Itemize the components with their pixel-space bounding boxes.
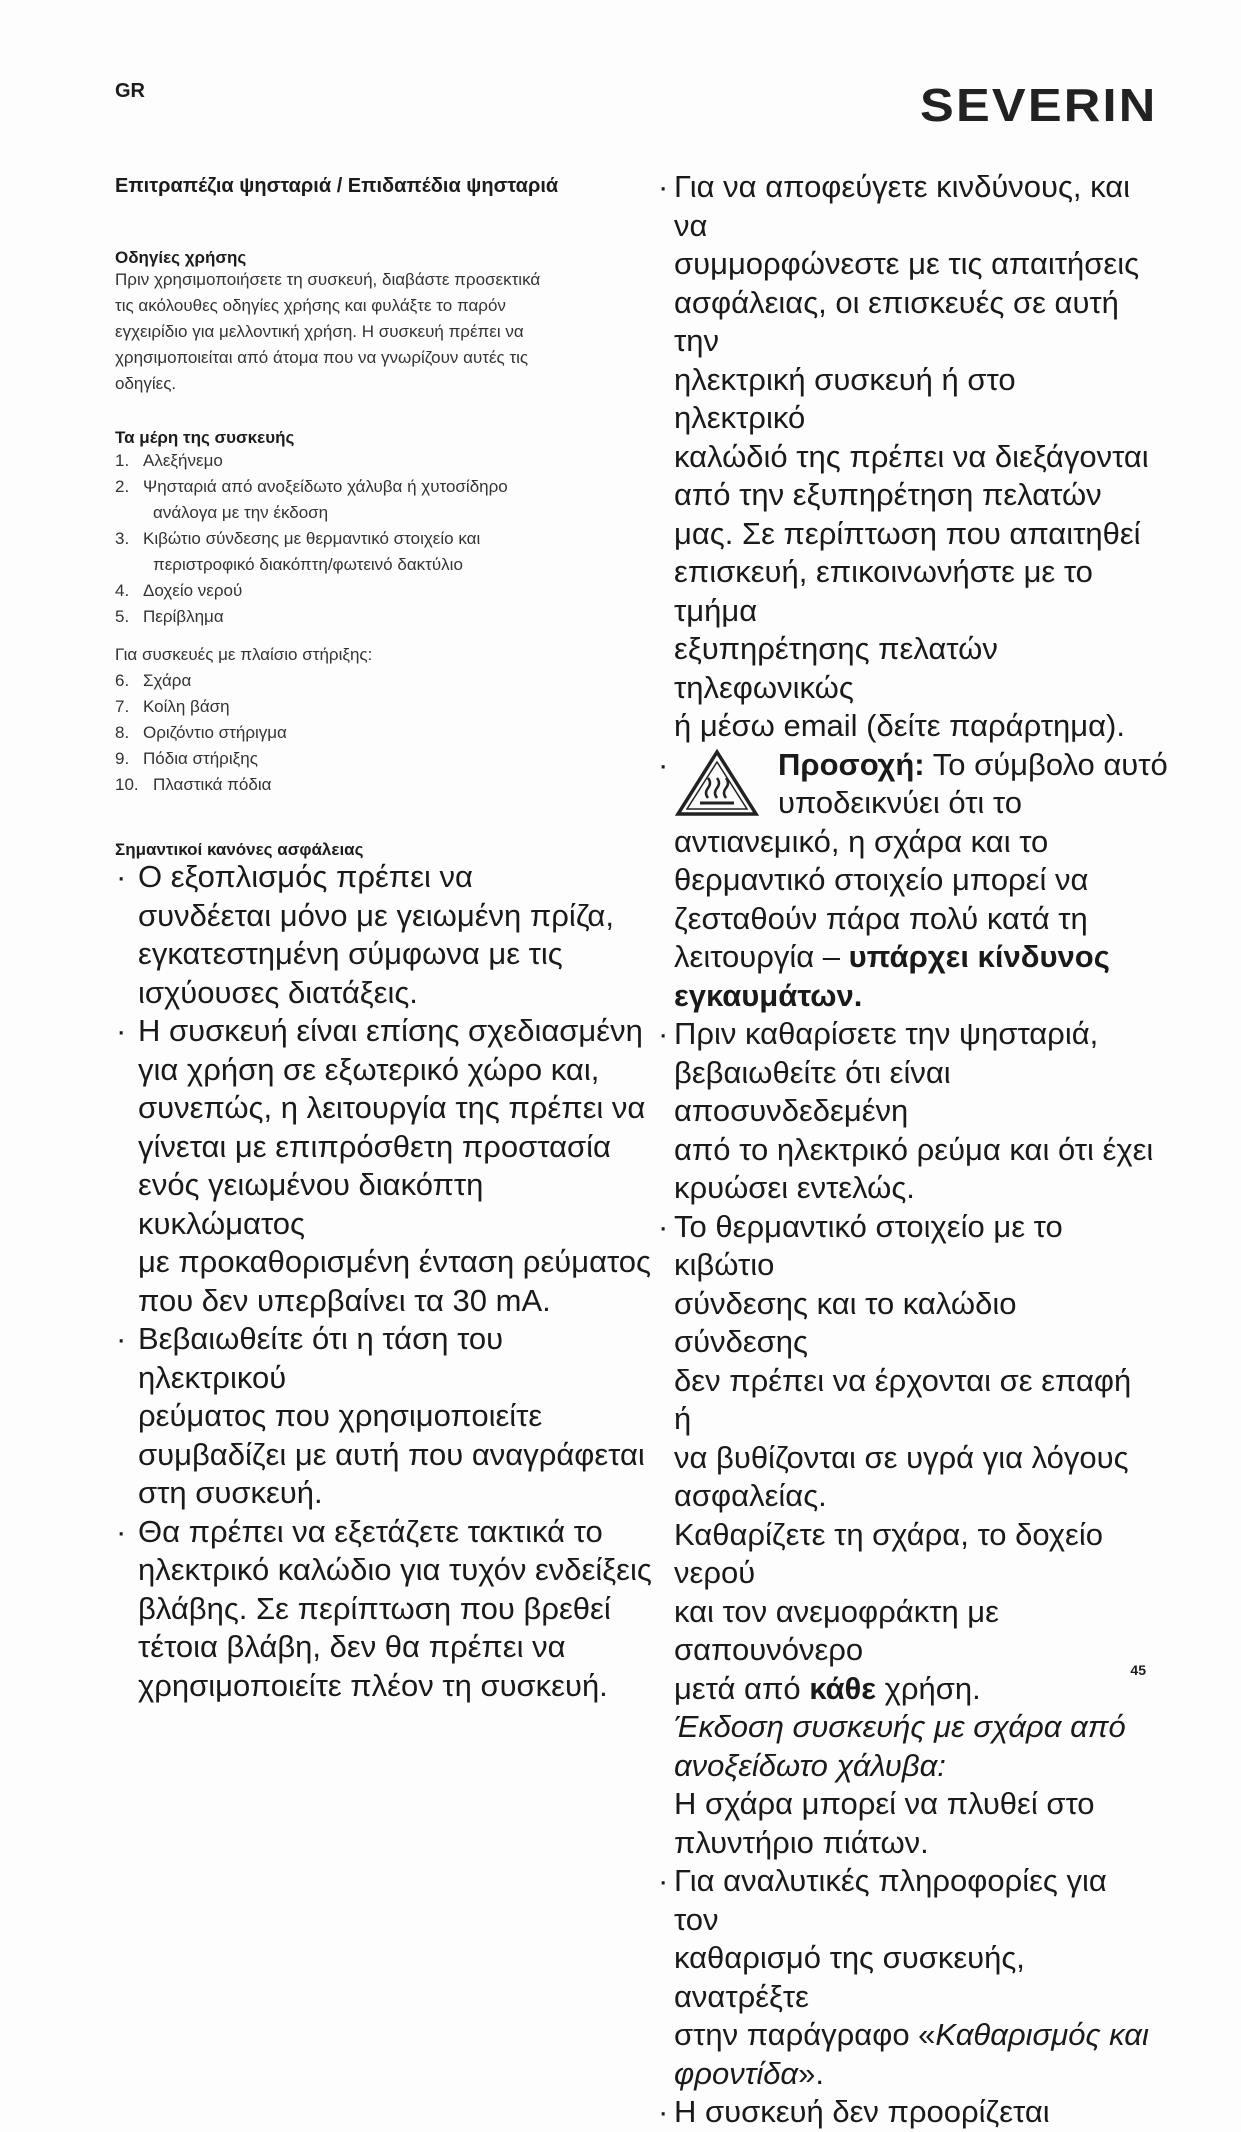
text-line: θερμαντικό στοιχείο μπορεί να <box>674 862 1089 897</box>
caution-line: υποδεικνύει ότι το <box>778 784 1022 820</box>
list-item: 9. Πόδια στήριξης <box>115 749 258 768</box>
text-line: τις ακόλουθες οδηγίες χρήσης και φυλάξτε το παρόν <box>115 296 506 315</box>
caution-label: Προσοχή: <box>778 746 925 782</box>
text-line: μετά από κάθε χρήση. <box>674 1670 981 1706</box>
document-title: Επιτραπέζια ψησταριά / Επιδαπέδια ψησταριά <box>115 175 559 197</box>
text-line: Η σχάρα μπορεί να πλυθεί στο <box>674 1786 1095 1821</box>
safety-left-column <box>116 858 658 1705</box>
text-line: οδηγίες. <box>115 374 177 393</box>
text-line: μας. Σε περίπτωση που απαιτηθεί <box>674 515 1141 551</box>
text-line: στη συσκευή. <box>138 1475 323 1510</box>
page-number: 45 <box>1130 1662 1146 1678</box>
text-line: από την εξυπηρέτηση πελατών <box>674 477 1102 512</box>
text-line: βεβαιωθείτε ότι είναι αποσυνδεδεμένη <box>674 1054 951 1128</box>
text-line: με προκαθορισμένη ένταση ρεύματος <box>138 1244 651 1279</box>
text-line: εγκατεστημένη σύμφωνα με τις <box>138 936 563 971</box>
text-line: Πριν χρησιμοποιήσετε τη συσκευή, διαβάστε προσεκτικά <box>115 270 541 289</box>
text-line: συνεπώς, η λειτουργία της πρέπει να <box>138 1090 646 1125</box>
list-item: 1. Αλεξήνεμο <box>115 451 223 470</box>
text-line: βλάβης. Σε περίπτωση που βρεθεί <box>138 1590 611 1626</box>
text-line: για χρήση σε εξωτερικό χώρο και, <box>138 1051 600 1087</box>
instructions-heading: Οδηγίες χρήσης <box>115 248 247 267</box>
list-item-cont: ανάλογα με την έκδοση <box>153 503 329 522</box>
text-line: ηλεκτρικό καλώδιο για τυχόν ενδείξεις <box>138 1552 652 1587</box>
list-item: 4. Δοχείο νερού <box>115 581 243 600</box>
list-item: 10. Πλαστικά πόδια <box>115 775 272 794</box>
text-line: φροντίδα». <box>674 2055 824 2091</box>
text-line: στην παράγραφο «Καθαρισμός και <box>674 2017 1149 2052</box>
safety-item: · Η συσκευή δεν προορίζεται <box>658 2094 1050 2129</box>
text-line: συνδέεται μόνο με γειωμένη πρίζα, <box>138 897 614 933</box>
text-line: ή μέσω email (δείτε παράρτημα). <box>674 708 1125 743</box>
text-line: Καθαρίζετε τη σχάρα, το δοχείο νερού <box>674 1516 1103 1590</box>
text-line: γίνεται με επιπρόσθετη προστασία <box>138 1128 611 1164</box>
parts-heading: Τα μέρη της συσκευής <box>115 428 295 447</box>
safety-item: · Θα πρέπει να εξετάζετε τακτικά το <box>116 1513 603 1549</box>
list-item-cont: περιστροφικό διακόπτη/φωτεινό δακτύλιο <box>153 555 463 574</box>
text-line: εγχειρίδιο για μελλοντική χρήση. Η συσκευή πρέπει να <box>115 322 524 341</box>
text-line: από το ηλεκτρικό ρεύμα και ότι έχει <box>674 1131 1154 1167</box>
text-line: συμμορφώνεστε με τις απαιτήσεις <box>674 246 1140 281</box>
safety-item: · Για να αποφεύγετε κινδύνους, και να <box>658 169 1131 243</box>
parts-list <box>115 448 508 630</box>
text-line: χρησιμοποιείται από άτομα που να γνωρίζουν αυτές τις <box>115 348 529 367</box>
list-item: 3. Κιβώτιο σύνδεσης με θερμαντικό στοιχείο και <box>115 529 481 548</box>
safety-item: · Το θερμαντικό στοιχείο με το κιβώτιο <box>658 1208 1063 1282</box>
safety-item: · Βεβαιωθείτε ότι η τάση του ηλεκτρικού <box>116 1321 504 1395</box>
text-line: λειτουργία – υπάρχει κίνδυνος <box>674 939 1110 974</box>
text-line: ηλεκτρική συσκευή ή στο ηλεκτρικό <box>674 361 1016 435</box>
text-line: να βυθίζονται σε υγρά για λόγους <box>674 1439 1129 1475</box>
text-line: κρυώσει εντελώς. <box>674 1170 915 1205</box>
text-line: που δεν υπερβαίνει τα 30 mA. <box>138 1282 551 1318</box>
safety-heading: Σημαντικοί κανόνες ασφάλειας <box>115 840 364 859</box>
safety-right-column <box>658 168 1168 2132</box>
text-line: ρεύματος που χρησιμοποιείτε <box>138 1398 543 1433</box>
text-line: χρησιμοποιείτε πλέον τη συσκευή. <box>138 1667 608 1703</box>
list-item: 8. Οριζόντιο στήριγμα <box>115 723 287 742</box>
hot-surface-warning-icon <box>674 748 760 828</box>
text-line: καθαρισμό της συσκευής, ανατρέξτε <box>674 1940 1025 2014</box>
safety-item: · Ο εξοπλισμός πρέπει να <box>116 859 473 894</box>
stand-parts-list <box>115 668 508 798</box>
text-line: σύνδεσης και το καλώδιο σύνδεσης <box>674 1285 1017 1359</box>
safety-item: · Η συσκευή είναι επίσης σχεδιασμένη <box>116 1013 643 1048</box>
text-line: εξυπηρέτησης πελατών τηλεφωνικώς <box>674 631 998 705</box>
list-item: 6. Σχάρα <box>115 671 192 690</box>
text-line: αντιανεμικό, η σχάρα και το <box>674 823 1049 859</box>
text-line: ενός γειωμένου διακόπτη κυκλώματος <box>138 1167 484 1241</box>
text-line: ασφάλειας, οι επισκευές σε αυτή την <box>674 284 1119 358</box>
brand-logo: SEVERIN <box>920 79 1158 131</box>
caution-block: · Προσοχή: Το σύμβολο αυτό υποδεικνύει ότι το <box>674 746 1154 823</box>
text-line: δεν πρέπει να έρχονται σε επαφή ή <box>674 1362 1132 1436</box>
stand-intro: Για συσκευές με πλαίσιο στήριξης: <box>115 645 373 664</box>
text-line: ισχύουσες διατάξεις. <box>138 974 418 1010</box>
list-item: 5. Περίβλημα <box>115 607 224 626</box>
text-line: ζεσταθούν πάρα πολύ κατά τη <box>674 900 1088 936</box>
instructions-text <box>115 267 540 397</box>
instructions-section <box>115 248 540 397</box>
caution-line: Προσοχή: Το σύμβολο αυτό <box>778 746 1168 782</box>
text-line: επισκευή, επικοινωνήστε με το τμήμα <box>674 554 1093 628</box>
language-code: GR <box>115 80 145 102</box>
text-line: τέτοια βλάβη, δεν θα πρέπει να <box>138 1629 566 1664</box>
text-line: συμβαδίζει με αυτή που αναγράφεται <box>138 1436 645 1472</box>
text-line: ασφαλείας. <box>674 1478 827 1513</box>
text-line: Έκδοση συσκευής με σχάρα από <box>674 1709 1126 1744</box>
safety-item: · Πριν καθαρίσετε την ψησταριά, <box>658 1016 1099 1051</box>
text-line: πλυντήριο πιάτων. <box>674 1824 929 1860</box>
safety-item: · Για αναλυτικές πληροφορίες για τον <box>658 1863 1107 1937</box>
text-line: ανοξείδωτο χάλυβα: <box>674 1747 946 1783</box>
list-item: 7. Κοίλη βάση <box>115 697 230 716</box>
text-line: και τον ανεμοφράκτη με σαπουνόνερο <box>674 1593 999 1667</box>
list-item: 2. Ψησταριά από ανοξείδωτο χάλυβα ή χυτοσίδηρο <box>115 477 508 496</box>
text-line: εγκαυμάτων. <box>674 977 863 1013</box>
parts-section <box>115 428 508 798</box>
text-line: καλώδιό της πρέπει να διεξάγονται <box>674 438 1149 474</box>
